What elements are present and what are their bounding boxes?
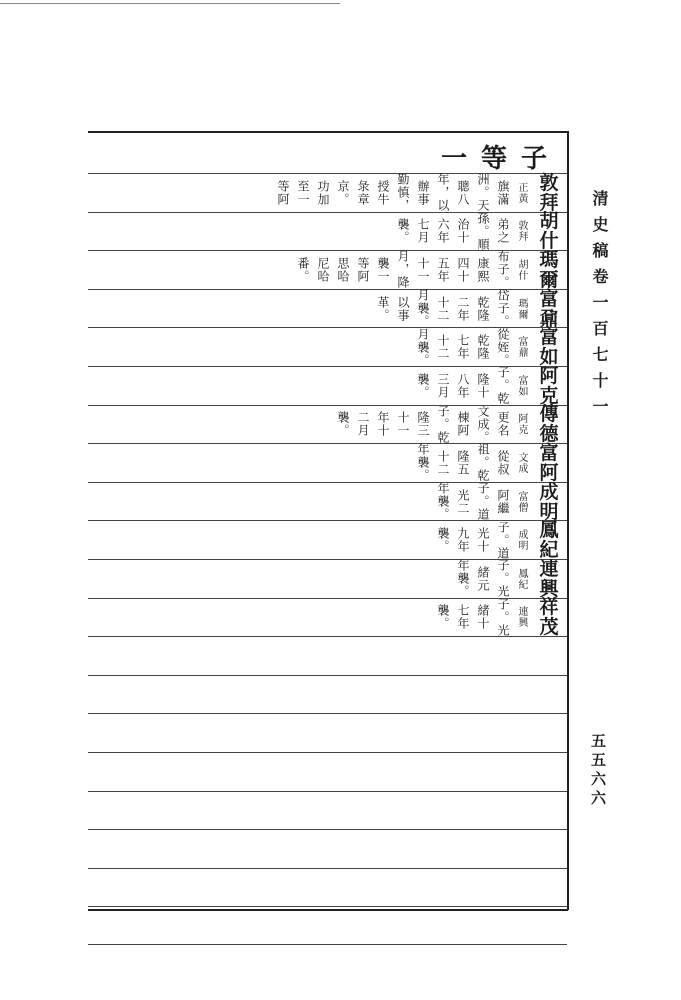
text-column: 年襲。 — [456, 559, 470, 599]
page-number: 五五六六 — [589, 733, 607, 809]
biography-text — [436, 599, 527, 637]
table-row — [88, 868, 567, 907]
biography-text — [416, 328, 527, 366]
text-column: 十二 — [436, 449, 450, 476]
table-row — [88, 791, 567, 830]
text-column: 從姪。 — [496, 327, 510, 367]
text-column: 旗滿 — [496, 179, 510, 206]
text-column: 襲。 — [436, 604, 450, 631]
text-column: 襲。 — [416, 372, 430, 399]
table-row — [88, 173, 567, 212]
text-column: 等阿 — [356, 256, 370, 283]
heir-name-column — [531, 326, 567, 369]
heir-name-char: 富 — [539, 287, 559, 310]
text-column: 光二 — [456, 488, 470, 515]
text-column: 等阿 — [276, 179, 290, 206]
heir-name-column — [531, 210, 567, 253]
table-row — [88, 559, 567, 598]
text-column: 辦事 — [416, 179, 430, 206]
text-column: 緒十 — [476, 604, 490, 631]
text-column: 弟之 — [496, 218, 510, 245]
text-column: 授牛 — [376, 179, 390, 206]
heir-name-char: 興 — [539, 577, 559, 600]
text-column: 三月 — [436, 372, 450, 399]
text-column: 年十 — [376, 411, 390, 438]
table-row — [88, 326, 567, 369]
heir-name-char: 富 — [539, 326, 559, 349]
heir-name-column — [531, 480, 567, 523]
text-column: 二月 — [356, 411, 370, 438]
heir-name-column — [531, 557, 567, 600]
text-column: 九年 — [456, 527, 470, 554]
text-column: 十二 — [436, 334, 450, 361]
text-column: 乾隆 — [476, 334, 490, 361]
heir-name-char: 明 — [539, 500, 559, 523]
text-column: 襲。 — [396, 218, 410, 245]
heir-name-char: 傳 — [539, 403, 559, 426]
heir-name-char: 什 — [539, 230, 559, 253]
heir-name-char: 鼐 — [539, 307, 559, 330]
text-column: 緒元 — [476, 565, 490, 592]
text-column: 二年 — [456, 295, 470, 322]
text-column: 文成。 — [476, 404, 490, 444]
text-column: 思哈 — [336, 256, 350, 283]
text-column: 隆十 — [476, 372, 490, 399]
table-row — [88, 752, 567, 791]
text-column: 以事 — [396, 295, 410, 322]
heir-name-char: 克 — [539, 384, 559, 407]
text-column: 四十 — [456, 256, 470, 283]
table-right-border — [567, 131, 569, 910]
lineage-tag: 胡什 — [516, 258, 527, 281]
lineage-tag: 富如 — [516, 374, 527, 397]
table-row — [88, 250, 567, 289]
lineage-tag: 富僧 — [516, 490, 527, 513]
heir-name-char: 鳳 — [539, 519, 559, 542]
text-column: 月襲。 — [416, 289, 430, 329]
text-column: 月襲。 — [416, 327, 430, 367]
heir-name-column — [531, 441, 567, 484]
heir-name-column — [531, 519, 567, 562]
text-column: 襲一 — [376, 256, 390, 283]
heir-name-column — [531, 596, 567, 639]
text-column: 年襲。 — [436, 482, 450, 522]
heir-name-column — [531, 248, 567, 291]
lineage-tag: 成明 — [516, 529, 527, 552]
text-column: 岱子。 — [496, 289, 510, 329]
table-top-border — [88, 131, 568, 133]
biography-text — [436, 483, 527, 521]
text-column: 隆三 — [416, 411, 430, 438]
biography-text — [416, 367, 527, 405]
text-column: 月，降 — [396, 250, 410, 290]
book-title-margin: 清史稿卷一百七十一 — [590, 190, 609, 424]
text-column: 治十 — [456, 218, 470, 245]
table-row — [88, 519, 567, 562]
heir-name-char: 瑪 — [539, 248, 559, 271]
lineage-tag: 阿克 — [516, 413, 527, 436]
table-row — [88, 713, 567, 752]
table-header-title: 一等子 — [440, 144, 561, 174]
text-column: 更名 — [496, 411, 510, 438]
text-column: 六年 — [436, 218, 450, 245]
text-column: 尼哈 — [316, 256, 330, 283]
lineage-tag: 正黃 — [516, 181, 527, 204]
text-column: 十一 — [396, 411, 410, 438]
text-column: 革。 — [376, 295, 390, 322]
heir-name-char: 敦 — [539, 171, 559, 194]
heir-name-char: 成 — [539, 480, 559, 503]
text-column: 乾隆 — [476, 295, 490, 322]
text-column: 棟阿 — [456, 411, 470, 438]
peerage-table — [88, 173, 567, 945]
heir-name-char: 富 — [539, 441, 559, 464]
text-column: 七年 — [456, 334, 470, 361]
text-column: 彔章 — [356, 179, 370, 206]
table-row — [88, 212, 567, 251]
text-column: 康熙 — [476, 256, 490, 283]
table-row — [88, 289, 567, 328]
text-column: 年，以 — [436, 173, 450, 213]
biography-text — [436, 521, 527, 559]
biography-text — [336, 406, 527, 444]
biography-text — [276, 174, 527, 212]
text-column: 京。 — [336, 179, 350, 206]
heir-name-char: 德 — [539, 423, 559, 446]
text-column: 年襲。 — [416, 443, 430, 483]
text-column: 番。 — [296, 256, 310, 283]
text-column: 祖。乾 — [476, 443, 490, 483]
table-row — [88, 636, 567, 675]
text-column: 孫。順 — [476, 211, 490, 251]
heir-name-char: 連 — [539, 557, 559, 580]
text-column: 襲。 — [436, 527, 450, 554]
text-column: 子。道 — [496, 520, 510, 560]
table-row — [88, 405, 567, 444]
heir-name-column — [531, 403, 567, 446]
biography-text — [376, 290, 527, 328]
heir-name-char: 阿 — [539, 364, 559, 387]
top-rule — [0, 3, 340, 4]
table-row — [88, 598, 567, 637]
text-column: 洲。天 — [476, 173, 490, 213]
heir-name-char: 祥 — [539, 596, 559, 619]
table-row — [88, 906, 567, 945]
text-column: 隆五 — [456, 449, 470, 476]
text-column: 阿繼 — [496, 488, 510, 515]
text-column: 從叔 — [496, 449, 510, 476]
biography-text — [456, 560, 527, 598]
text-column: 子。道 — [476, 482, 490, 522]
text-column: 子。乾 — [496, 366, 510, 406]
text-column: 子。光 — [496, 559, 510, 599]
lineage-tag: 瑪爾 — [516, 297, 527, 320]
heir-name-char: 如 — [539, 346, 559, 369]
table-row — [88, 675, 567, 714]
table-row — [88, 829, 567, 868]
lineage-tag: 富鼐 — [516, 336, 527, 359]
text-column: 八年 — [456, 372, 470, 399]
heir-name-char: 拜 — [539, 191, 559, 214]
text-column: 子。乾 — [436, 404, 450, 444]
text-column: 勤慎， — [396, 173, 410, 213]
heir-name-char: 胡 — [539, 210, 559, 233]
biography-text — [396, 213, 527, 251]
heir-name-column — [531, 287, 567, 330]
lineage-tag: 文成 — [516, 451, 527, 474]
text-column: 光十 — [476, 527, 490, 554]
text-column: 七年 — [456, 604, 470, 631]
lineage-tag: 鳳紀 — [516, 567, 527, 590]
heir-name-column — [531, 364, 567, 407]
text-column: 聰八 — [456, 179, 470, 206]
biography-text — [296, 251, 527, 289]
heir-name-char: 阿 — [539, 461, 559, 484]
table-row — [88, 482, 567, 521]
text-column: 功加 — [316, 179, 330, 206]
heir-name-char: 茂 — [539, 616, 559, 639]
lineage-tag: 連興 — [516, 606, 527, 629]
text-column: 十二 — [436, 295, 450, 322]
text-column: 五年 — [436, 256, 450, 283]
text-column: 十一 — [416, 256, 430, 283]
biography-text — [416, 444, 527, 482]
heir-name-char: 紀 — [539, 539, 559, 562]
table-row — [88, 366, 567, 405]
text-column: 至一 — [296, 179, 310, 206]
heir-name-column — [531, 171, 567, 214]
heir-name-char: 爾 — [539, 268, 559, 291]
table-row — [88, 443, 567, 482]
text-column: 子。光 — [496, 597, 510, 637]
lineage-tag: 敦拜 — [516, 220, 527, 243]
text-column: 襲。 — [336, 411, 350, 438]
text-column: 七月 — [416, 218, 430, 245]
text-column: 布子。 — [496, 250, 510, 290]
